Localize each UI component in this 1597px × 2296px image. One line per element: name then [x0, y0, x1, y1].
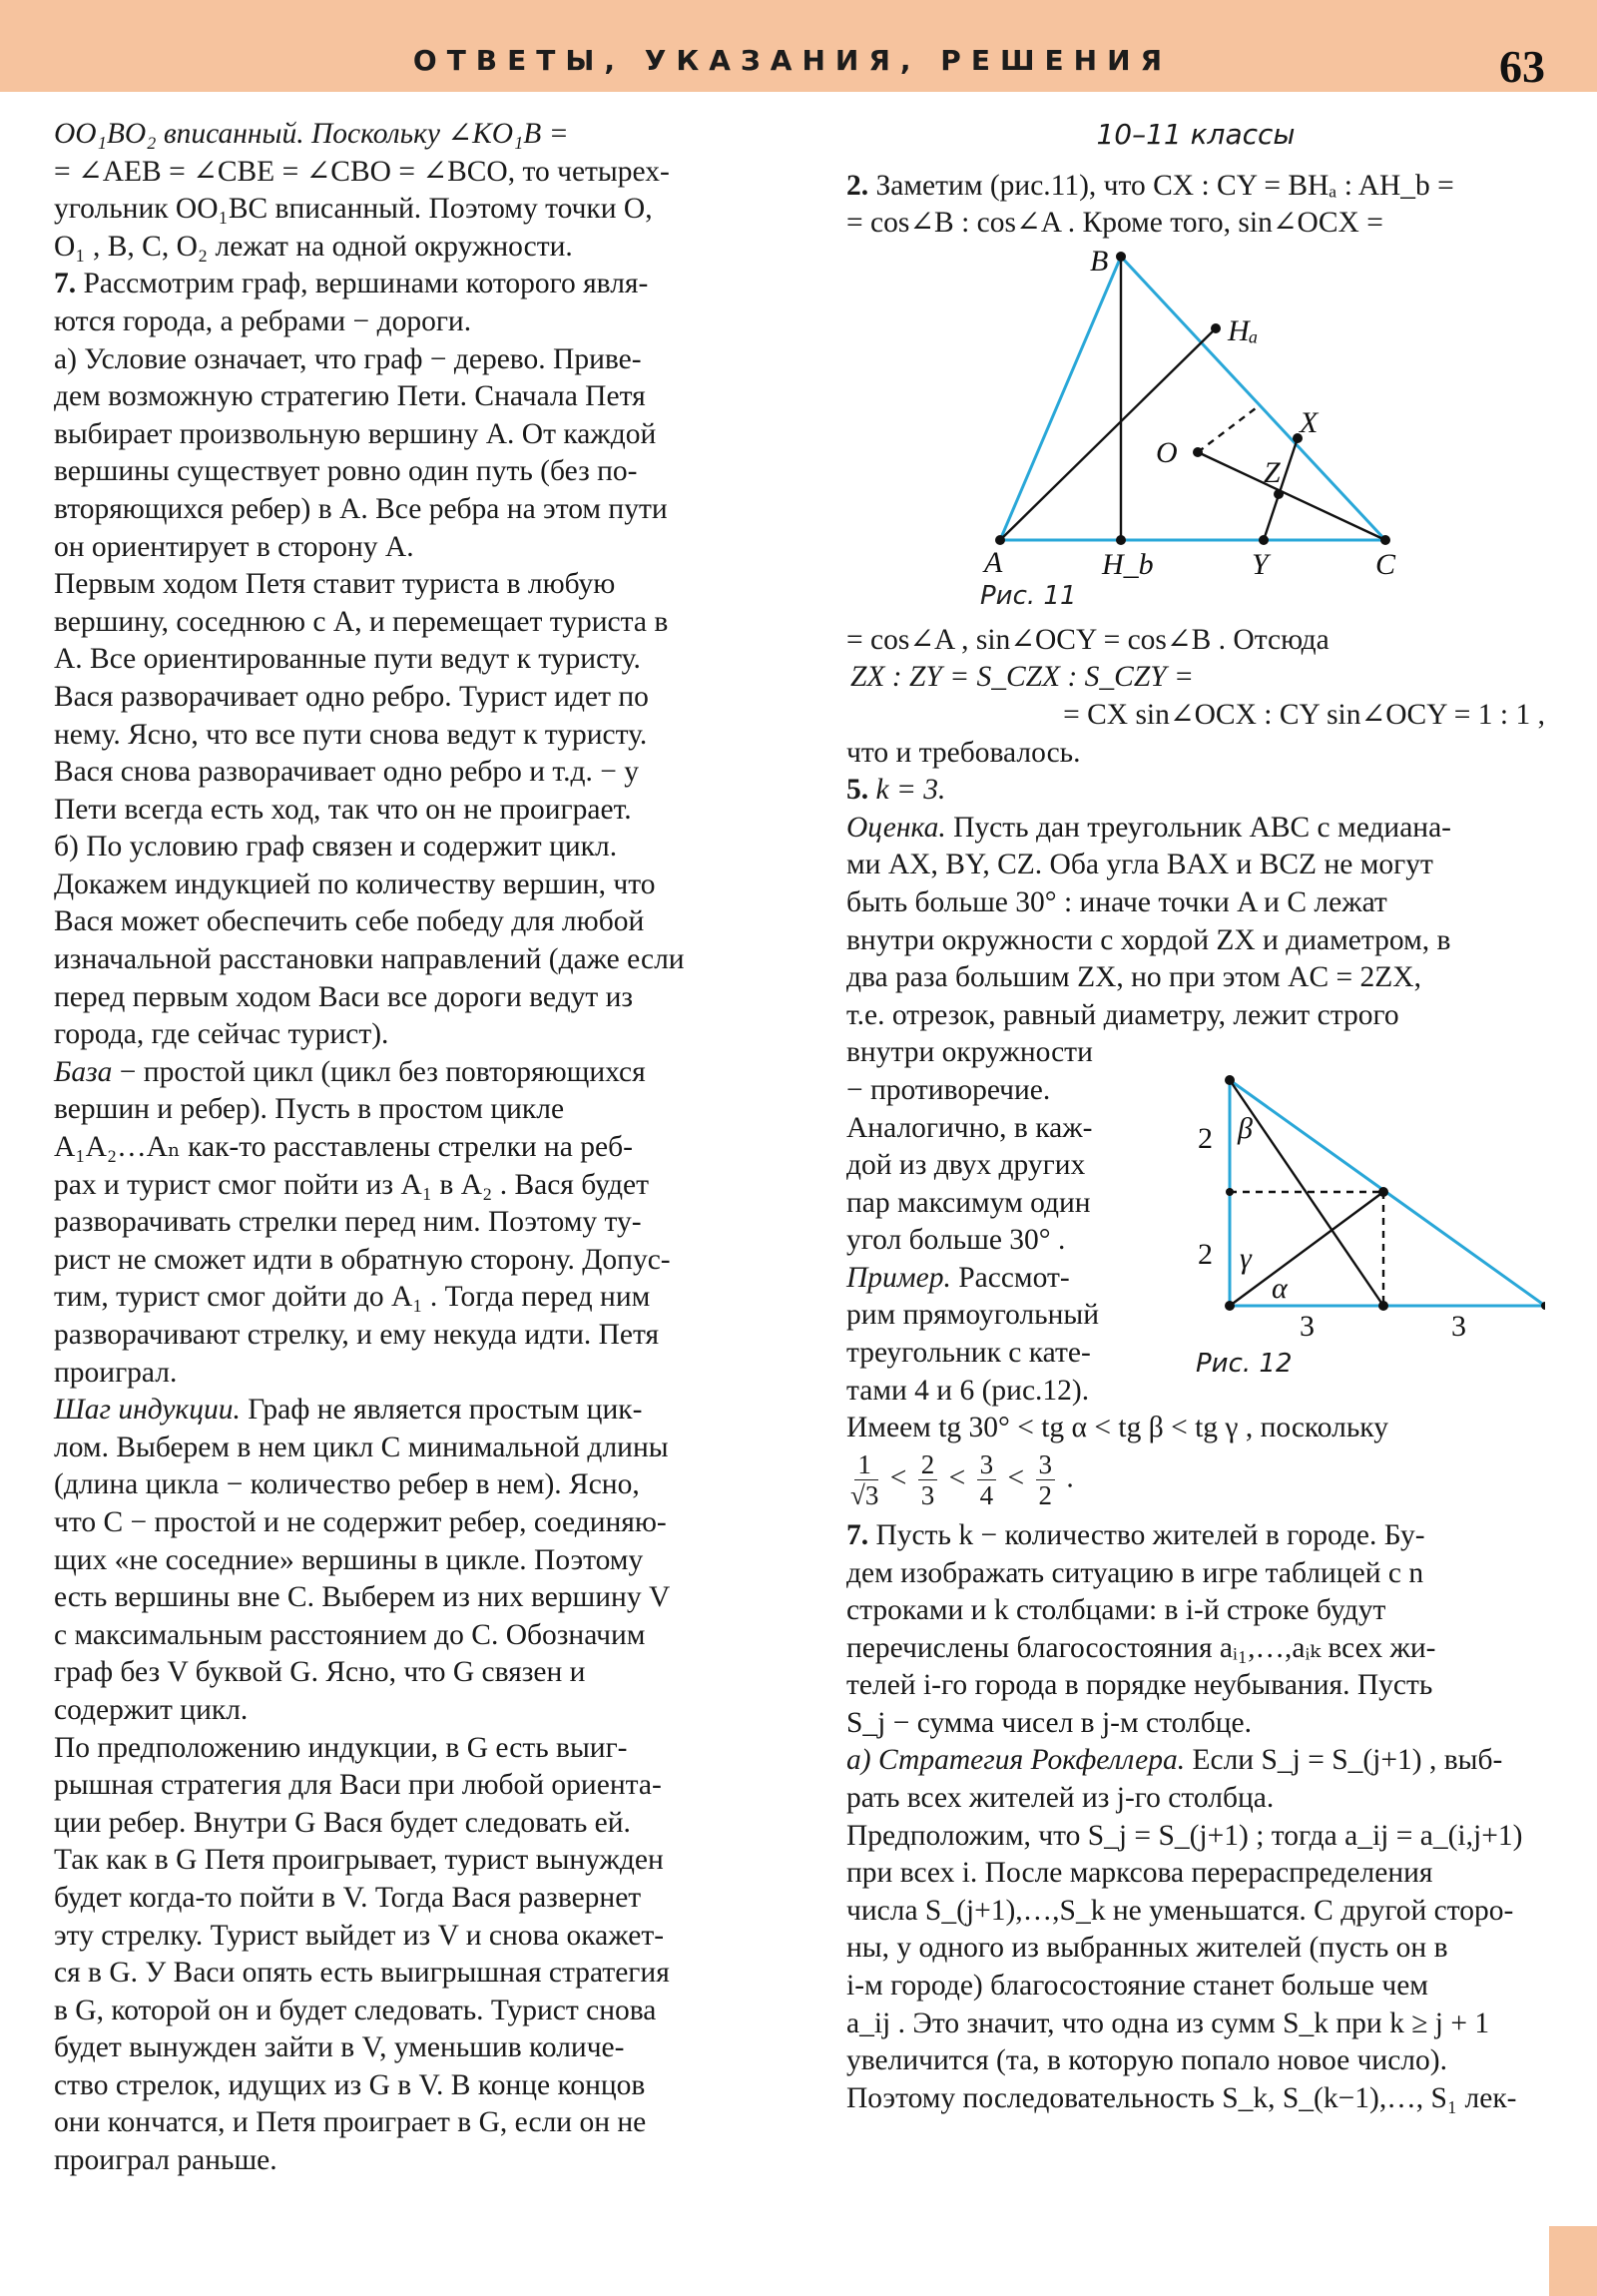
- text-line: внутри окружности с хордой ZX и диаметром, в: [846, 923, 1451, 956]
- text-line: есть вершины вне C. Выберем из них вершину V: [54, 1581, 671, 1614]
- altitude-a: [1000, 328, 1216, 540]
- dashed-o: [1198, 408, 1256, 452]
- text-line: = cos∠B : cos∠A . Кроме того, sin∠OCX =: [846, 207, 1383, 240]
- induction-base: [54, 1054, 753, 1392]
- text-line: − простой цикл (цикл без повторяющихся: [119, 1055, 646, 1088]
- label-base-right: 3: [1451, 1310, 1466, 1344]
- problem-7-right: [846, 1517, 1545, 2118]
- label-gamma: γ: [1240, 1242, 1252, 1276]
- text-line: в G, которой он и будет следовать. Турист снова: [54, 1994, 657, 2026]
- induction-conclusion: [54, 1730, 753, 2180]
- text-line: Пусть дан треугольник ABC с медиана-: [953, 811, 1451, 844]
- text-line: рим прямоугольный: [846, 1299, 1100, 1332]
- text-line: проиграл раньше.: [54, 2144, 277, 2177]
- text-line: выбирает произвольную вершину A. От каждой: [54, 417, 657, 450]
- point-mid-left: [1226, 1188, 1234, 1196]
- text-line: = ∠AEB = ∠CBE = ∠CBO = ∠BCO, то четырех-: [54, 155, 670, 188]
- fraction: $\frac{3}{4}$: [977, 1449, 997, 1510]
- text-line: Вася может обеспечить себе победу для любой: [54, 905, 645, 938]
- text-line: угол больше 30° .: [846, 1224, 1066, 1257]
- text-line: дой из двух других: [846, 1149, 1086, 1182]
- text-line: Вася разворачивает одно ребро. Турист идет по: [54, 680, 649, 713]
- first-move-paragraph: [54, 566, 753, 829]
- induction-step: [54, 1392, 753, 1729]
- running-title: ОТВЕТЫ, УКАЗАНИЯ, РЕШЕНИЯ: [412, 44, 1173, 77]
- text-line: треугольник с кате-: [846, 1337, 1091, 1370]
- text-line: Рассмот-: [958, 1261, 1070, 1294]
- text-line: разворачивать стрелки перед ним. Поэтому ту-: [54, 1206, 642, 1239]
- text-line: тами 4 и 6 (рис.12).: [846, 1374, 1090, 1407]
- point-y: [1259, 535, 1269, 545]
- text-line: По предположению индукции, в G есть выиг-: [54, 1731, 628, 1764]
- point-a: [995, 535, 1005, 545]
- text-line: Предположим, что S_j = S_(j+1) ; тогда a_ij = a_(i,j+1): [846, 1819, 1523, 1852]
- text-line: что и требовалось.: [846, 736, 1081, 769]
- text-line: изначальной расстановки направлений (даже если: [54, 943, 685, 976]
- problem-number: 7.: [54, 268, 77, 300]
- figure-12: [1176, 1034, 1545, 1344]
- problem-2-continued: [846, 622, 1545, 772]
- problem-number: 5.: [846, 774, 869, 807]
- text-line: Вася снова разворачивает одно ребро и т.д. − у: [54, 756, 639, 789]
- text-line: будет когда-то пойти в V. Тогда Вася развернет: [54, 1881, 642, 1914]
- text-line: с максимальным расстоянием до C. Обозначим: [54, 1618, 646, 1651]
- text-line: Пусть k − количество жителей в городе. Бу-: [875, 1518, 1425, 1551]
- label-alpha: α: [1272, 1272, 1288, 1306]
- point-z: [1274, 489, 1284, 499]
- text-line: O₁ , B, C, O₂ лежат на одной окружности.: [54, 230, 573, 263]
- label-y: Y: [1252, 547, 1269, 581]
- section-heading: 10–11 классы: [1096, 118, 1296, 151]
- text-line: i-м городе) благосостояние станет больше чем: [846, 1970, 1428, 2003]
- text-line: т.е. отрезок, равный диаметру, лежит строго: [846, 998, 1399, 1031]
- fraction-inequality: $\frac{1}{√3}$ < $\frac{2}{3}$ < $\frac{3}{4}$ < $\frac{3}{2}$ .: [850, 1448, 1074, 1510]
- part-b: [54, 829, 753, 1054]
- text-line: лом. Выберем в нем цикл C минимальной длины: [54, 1431, 669, 1463]
- text-line: Аналогично, в каж-: [846, 1111, 1093, 1144]
- text-line: щих «не соседние» вершины в цикле. Поэтому: [54, 1543, 644, 1576]
- label-a: A: [984, 545, 1003, 579]
- side-bc: [1121, 257, 1385, 540]
- figure-11-caption: Рис. 11: [980, 580, 1077, 611]
- text-line: Имеем tg 30° < tg α < tg β < tg γ , поскольку: [846, 1412, 1388, 1444]
- text-line: − противоречие.: [846, 1073, 1051, 1106]
- text-line: два раза большим ZX, но при этом AC = 2ZX,: [846, 961, 1421, 994]
- problem-5: [846, 772, 1545, 1034]
- example-inequality: [846, 1410, 1545, 1517]
- fraction: $\frac{2}{3}$: [918, 1449, 938, 1510]
- point-ha: [1211, 323, 1221, 333]
- text-line: вторяющихся ребер) в A. Все ребра на этом пути: [54, 492, 668, 525]
- page-edge-tab: [1549, 2226, 1597, 2296]
- text-line: рист не сможет идти в обратную сторону. Допус-: [54, 1243, 671, 1276]
- strategy-label: а) Стратегия Рокфеллера.: [846, 1744, 1186, 1777]
- text-line: Так как в G Петя проигрывает, турист вынужден: [54, 1844, 664, 1877]
- part-a: [54, 341, 753, 567]
- point-mid-base: [1378, 1301, 1388, 1311]
- text-line: перед первым ходом Васи все дороги ведут из: [54, 980, 634, 1013]
- point-b: [1116, 252, 1126, 262]
- text-line: а) Условие означает, что граф − дерево. Приве-: [54, 342, 642, 375]
- text-line: при всех i. После марксова перераспределения: [846, 1857, 1433, 1890]
- label-side-bottom: 2: [1198, 1238, 1213, 1272]
- text-line: они кончатся, и Петя проиграет в G, если он не: [54, 2106, 647, 2139]
- text-line: S_j − сумма чисел в j-м столбце.: [846, 1706, 1252, 1739]
- problem-7-intro: [54, 266, 753, 340]
- text-line: a_ij . Это значит, что одна из сумм S_k при k ≥ j + 1: [846, 2007, 1490, 2039]
- fraction: $\frac{3}{2}$: [1036, 1449, 1056, 1510]
- text-line: (длина цикла − количество ребер в нем). Ясно,: [54, 1468, 640, 1501]
- text-line: Если S_j = S_(j+1) , выб-: [1192, 1744, 1503, 1777]
- page-header: [0, 0, 1597, 92]
- text-line: числа S_(j+1),…,S_k не уменьшатся. С другой сторо-: [846, 1894, 1514, 1927]
- point-hb: [1116, 535, 1126, 545]
- text-line: дем возможную стратегию Пети. Сначала Петя: [54, 380, 646, 413]
- label-c: C: [1375, 547, 1396, 581]
- problem-number: 2.: [846, 169, 869, 202]
- text-line: проиграл.: [54, 1356, 178, 1389]
- label-side-top: 2: [1198, 1122, 1213, 1156]
- text-line: рах и турист смог пойти из A₁ в A₂ . Вася будет: [54, 1168, 650, 1201]
- text-line: вершин и ребер). Пусть в простом цикле: [54, 1093, 565, 1126]
- text-line: увеличится (та, в которую попало новое число).: [846, 2044, 1447, 2077]
- text-line: ся в G. У Васи опять есть выигрышная стратегия: [54, 1957, 670, 1990]
- paragraph-cyclic-quad: [54, 116, 753, 266]
- median-from-corner: [1230, 1192, 1383, 1306]
- text-line: пар максимум один: [846, 1186, 1091, 1219]
- base-label: База: [54, 1055, 113, 1088]
- label-ha: Hₐ: [1228, 313, 1259, 347]
- text-line: граф без V буквой G. Ясно, что G связен и: [54, 1656, 586, 1689]
- segment-zy: [1264, 438, 1298, 540]
- vertex-corner: [1225, 1301, 1235, 1311]
- text-line: ются города, а ребрами − дороги.: [54, 304, 472, 337]
- label-b: B: [1090, 244, 1109, 278]
- left-column: [54, 116, 753, 2180]
- text-line: тим, турист смог дойти до A₁ . Тогда перед ним: [54, 1281, 651, 1314]
- text-line: строками и k столбцами: в i-й строке будут: [846, 1594, 1386, 1627]
- text-line: ции ребер. Внутри G Вася будет следовать ей.: [54, 1806, 631, 1839]
- text-line: внутри окружности: [846, 1036, 1093, 1069]
- text-line: телей i-го города в порядке неубывания. Пусть: [846, 1669, 1433, 1702]
- text-line: дем изображать ситуацию в игре таблицей с n: [846, 1556, 1424, 1589]
- text-line: разворачивают стрелку, и ему некуда идти. Петя: [54, 1319, 660, 1351]
- text-line: ны, у одного из выбранных жителей (пусть он в: [846, 1932, 1448, 1965]
- text-line: Поэтому последовательность S_k, S_(k−1),…, S₁ лек-: [846, 2081, 1517, 2114]
- text-line: угольник OO₁BC вписанный. Поэтому точки O,: [54, 193, 653, 226]
- label-x: X: [1300, 405, 1319, 439]
- point-o: [1193, 447, 1203, 457]
- text-line: б) По условию граф связен и содержит цикл.: [54, 831, 618, 863]
- text-line: эту стрелку. Турист выйдет из V и снова окажет-: [54, 1919, 665, 1952]
- problem-number: 7.: [846, 1518, 869, 1551]
- vertex-top: [1225, 1075, 1235, 1085]
- figure-12-caption: Рис. 12: [1196, 1349, 1293, 1380]
- point-mid-hyp: [1378, 1187, 1388, 1197]
- page-number: 63: [1499, 41, 1545, 92]
- text-line: ми AX, BY, CZ. Оба угла BAX и BCZ не могут: [846, 849, 1433, 881]
- text-line: A₁A₂…Aₙ как-то расставлены стрелки на реб-: [54, 1131, 633, 1164]
- label-hb: H_b: [1102, 547, 1154, 581]
- text-line: Заметим (рис.11), что CX : CY = BHₐ : AH_b =: [875, 169, 1454, 202]
- text-line: рышная стратегия для Васи при любой ориента-: [54, 1769, 662, 1802]
- text-line: города, где сейчас турист).: [54, 1018, 389, 1051]
- text-line: нему. Ясно, что все пути снова ведут к туристу.: [54, 718, 648, 751]
- figure-11: [846, 243, 1545, 622]
- label-z: Z: [1264, 455, 1281, 489]
- text-line: содержит цикл.: [54, 1693, 249, 1726]
- fraction: $\frac{1}{√3}$: [850, 1448, 879, 1510]
- text-line: OO₁BO₂ вписанный. Поскольку ∠KO₁B =: [54, 118, 569, 150]
- figure-12-block: [846, 1034, 1545, 1410]
- equation-line: = CX sin∠OCX : CY sin∠OCY = 1 : 1 ,: [1063, 698, 1545, 731]
- text-line: будет вынужден зайти в V, уменьшив количе-: [54, 2031, 625, 2064]
- text-line: Рассмотрим граф, вершинами которого явля-: [83, 268, 649, 300]
- right-column: [846, 116, 1545, 2117]
- segment-oc: [1198, 452, 1385, 540]
- text-line: он ориентирует в сторону A.: [54, 530, 414, 563]
- text-line: ство стрелок, идущих из G в V. В конце концов: [54, 2068, 646, 2101]
- text-line: Пети всегда есть ход, так что он не проиграет.: [54, 793, 632, 826]
- text-line: Докажем индукцией по количеству вершин, что: [54, 867, 656, 900]
- estimate-label: Оценка.: [846, 811, 946, 844]
- label-base-left: 3: [1300, 1310, 1315, 1344]
- text-line: вершины существует ровно один путь (без по-: [54, 455, 638, 488]
- text-line: рать всех жителей из j-го столбца.: [846, 1782, 1275, 1815]
- label-o: O: [1156, 435, 1178, 469]
- example-label: Пример.: [846, 1261, 951, 1294]
- step-label: Шаг индукции.: [54, 1394, 241, 1427]
- answer: k = 3.: [875, 774, 946, 807]
- label-beta: β: [1238, 1112, 1253, 1146]
- side-ab: [1000, 257, 1121, 540]
- text-line: A. Все ориентированные пути ведут к туристу.: [54, 643, 641, 676]
- text-line: вершину, соседнюю с A, и перемещает туриста в: [54, 605, 669, 638]
- equation-line: ZX : ZY = S_CZX : S_CZY =: [850, 661, 1194, 694]
- problem-2: [846, 168, 1545, 243]
- point-c: [1380, 535, 1390, 545]
- text-line: = cos∠A , sin∠OCY = cos∠B . Отсюда: [846, 623, 1330, 656]
- text-line: Граф не является простым цик-: [248, 1394, 643, 1427]
- text-line: быть больше 30° : иначе точки A и C лежат: [846, 885, 1387, 918]
- text-line: перечислены благосостояния aᵢ₁,…,aᵢₖ всех жи-: [846, 1631, 1436, 1664]
- text-line: что C − простой и не содержит ребер, соединяю-: [54, 1505, 667, 1538]
- text-line: Первым ходом Петя ставит туриста в любую: [54, 568, 616, 601]
